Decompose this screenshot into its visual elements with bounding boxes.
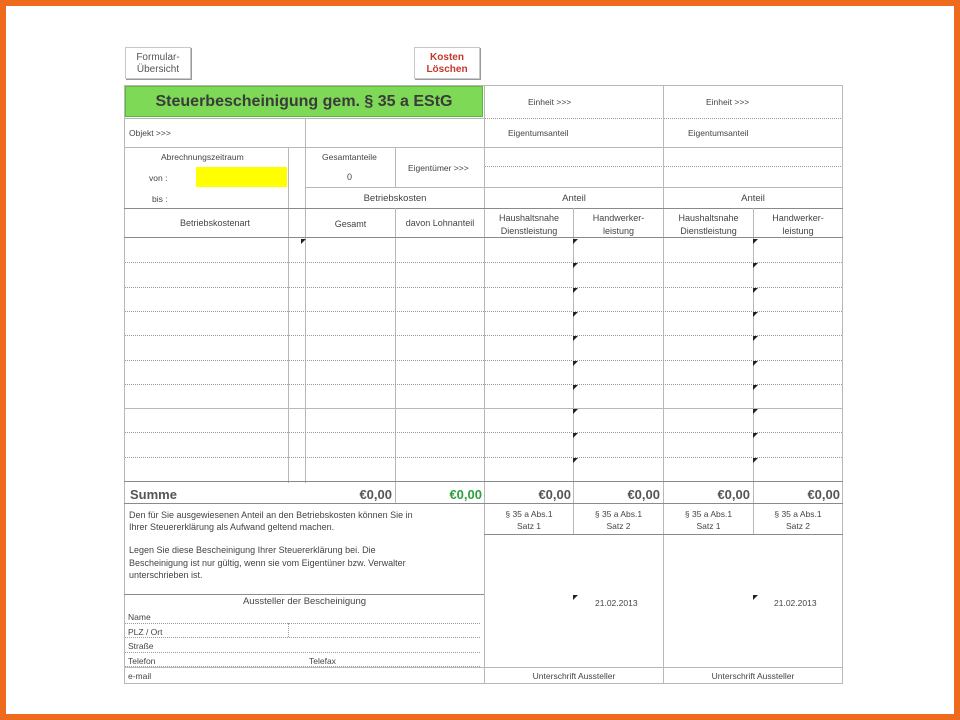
- gesamt-header: Gesamt: [334, 219, 367, 229]
- summe-b-handwerk: €0,00: [807, 487, 840, 502]
- table-row[interactable]: [125, 457, 842, 481]
- comment-marker: [753, 595, 758, 600]
- haushaltsnahe-header-1: [485, 212, 573, 238]
- gesamtanteile-label: Gesamtanteile: [322, 152, 377, 162]
- grid-v-objekt: [305, 118, 306, 147]
- handwerker-2-line1: Handwerker-: [772, 213, 824, 223]
- summe-lohnanteil: €0,00: [449, 487, 482, 502]
- haushaltsnahe-header-2: [664, 212, 753, 238]
- paragraph-a-satz1: [485, 508, 573, 532]
- kosten-loeschen-label-2: Löschen: [426, 64, 468, 75]
- table-row[interactable]: [125, 360, 842, 384]
- table-row[interactable]: [125, 408, 842, 432]
- hinweis-1-line2: Ihrer Steuererklärung als Aufwand geltend machen.: [129, 522, 335, 532]
- eigentumsanteil-label-1: Eigentumsanteil: [508, 128, 569, 138]
- anteil-header-2: Anteil: [741, 193, 765, 204]
- hinweis-2-line1: Legen Sie diese Bescheinigung Ihrer Steuererklärung bei. Die: [129, 545, 376, 555]
- kosten-loeschen-label-1: Kosten: [430, 52, 464, 63]
- handwerker-2-line2: leistung: [782, 226, 814, 236]
- haushaltsnahe-2-line2: Dienstleistung: [680, 226, 737, 236]
- grid-h-594: [124, 594, 484, 595]
- grid-v-395a: [395, 147, 396, 187]
- einheit-label-2: Einheit >>>: [706, 97, 750, 107]
- plz-divider: [288, 623, 289, 637]
- table-row[interactable]: [125, 335, 842, 359]
- summe-label: Summe: [130, 487, 177, 502]
- summe-b-haushalt: €0,00: [717, 487, 750, 502]
- haushaltsnahe-1-line1: Haushaltsnahe: [498, 213, 560, 223]
- grid-right: [842, 85, 843, 683]
- summe-gesamt: €0,00: [359, 487, 392, 502]
- plz-ort-field[interactable]: [125, 637, 480, 638]
- telefax-label: Telefax: [309, 656, 336, 666]
- hinweis-1-line1: Den für Sie ausgewiesenen Anteil an den Betriebskosten können Sie in: [129, 510, 413, 520]
- von-date-input[interactable]: [196, 167, 287, 187]
- paragraph-a-satz1-line1: § 35 a Abs.1: [505, 509, 553, 519]
- strasse-field[interactable]: [125, 652, 480, 653]
- grid-h-147: [124, 147, 843, 148]
- eigentumsanteil-label-2: Eigentumsanteil: [688, 128, 749, 138]
- gesamtanteile-value: 0: [347, 172, 353, 182]
- abrechnungszeitraum-label: Abrechnungszeitraum: [161, 152, 244, 162]
- paragraph-b-satz1-line2: Satz 1: [696, 521, 721, 531]
- handwerker-header-2: [754, 212, 842, 238]
- bis-label: bis :: [152, 194, 168, 204]
- email-label: e-mail: [128, 671, 152, 681]
- name-label: Name: [128, 612, 151, 622]
- eigentuemer-line-1[interactable]: [485, 166, 662, 167]
- anteil-header-1: Anteil: [562, 193, 586, 204]
- table-row[interactable]: [125, 287, 842, 311]
- telefon-label: Telefon: [128, 656, 156, 666]
- paragraph-b-satz2-line1: § 35 a Abs.1: [774, 509, 822, 519]
- objekt-label: Objekt >>>: [129, 128, 171, 138]
- paragraph-a-satz2-line2: Satz 2: [606, 521, 631, 531]
- paragraph-b-satz2: [754, 508, 842, 532]
- table-row[interactable]: [125, 384, 842, 408]
- table-row[interactable]: [125, 238, 842, 262]
- lohnanteil-header: davon Lohnanteil: [405, 218, 475, 228]
- von-label: von :: [149, 173, 168, 183]
- kosten-loeschen-button[interactable]: [414, 47, 480, 79]
- grid-h-667: [124, 667, 843, 668]
- hinweis-2-line3: unterschrieben ist.: [129, 570, 203, 580]
- formular-uebersicht-label-1: Formular-: [136, 52, 180, 63]
- hinweis-absatz-2: [129, 544, 406, 582]
- summe-a-haushalt: €0,00: [538, 487, 571, 502]
- grid-h-503: [124, 503, 843, 504]
- formular-uebersicht-button[interactable]: [125, 47, 191, 79]
- paragraph-a-satz2-line1: § 35 a Abs.1: [594, 509, 643, 519]
- handwerker-1-line2: leistung: [602, 226, 635, 236]
- table-row[interactable]: [125, 262, 842, 286]
- plz-ort-label: PLZ / Ort: [128, 627, 163, 637]
- eigentuemer-label: Eigentümer >>>: [408, 163, 469, 173]
- grid-h-187: [305, 187, 843, 188]
- einheit-label-1: Einheit >>>: [528, 97, 572, 107]
- name-field[interactable]: [125, 623, 480, 624]
- grid-h-208: [124, 208, 843, 209]
- einheit-line-2[interactable]: [664, 118, 841, 119]
- formular-uebersicht-label-2: Übersicht: [136, 64, 180, 75]
- hinweis-2-line2: Bescheinigung ist nur gültig, wenn sie vom Eigentüner bzw. Verwalter: [129, 557, 406, 568]
- signature-date-1: 21.02.2013: [595, 598, 638, 608]
- haushaltsnahe-2-line1: Haushaltsnahe: [678, 213, 739, 223]
- signature-date-2: 21.02.2013: [774, 598, 817, 608]
- betriebskostenart-header: Betriebskostenart: [179, 218, 251, 228]
- paragraph-b-satz2-line2: Satz 2: [785, 521, 811, 531]
- handwerker-1-line1: Handwerker-: [592, 213, 645, 223]
- table-row[interactable]: [125, 432, 842, 456]
- betriebskosten-header: Betriebskosten: [363, 193, 427, 204]
- eigentuemer-line-2[interactable]: [664, 166, 841, 167]
- grid-bottom: [124, 683, 843, 684]
- paragraph-b-satz1: [664, 508, 753, 532]
- einheit-line-1[interactable]: [485, 118, 662, 119]
- grid-h-118: [124, 118, 484, 119]
- unterschrift-label-1: Unterschrift Aussteller: [532, 671, 616, 681]
- comment-marker: [573, 595, 578, 600]
- summe-a-handwerk: €0,00: [627, 487, 660, 502]
- strasse-label: Straße: [128, 641, 154, 651]
- hinweis-absatz-1: [129, 509, 413, 533]
- aussteller-heading: Aussteller der Bescheinigung: [242, 596, 367, 607]
- paragraph-a-satz1-line2: Satz 1: [516, 521, 542, 531]
- haushaltsnahe-1-line2: Dienstleistung: [500, 226, 558, 236]
- table-row[interactable]: [125, 311, 842, 335]
- paragraph-a-satz2: [574, 508, 663, 532]
- paragraph-b-satz1-line1: § 35 a Abs.1: [684, 509, 733, 519]
- handwerker-header-1: [574, 212, 663, 238]
- grid-h-481: [124, 481, 843, 482]
- unterschrift-label-2: Unterschrift Aussteller: [711, 671, 795, 681]
- page-title: Steuerbescheinigung gem. § 35 a EStG: [125, 86, 483, 117]
- grid-h-534: [484, 534, 843, 535]
